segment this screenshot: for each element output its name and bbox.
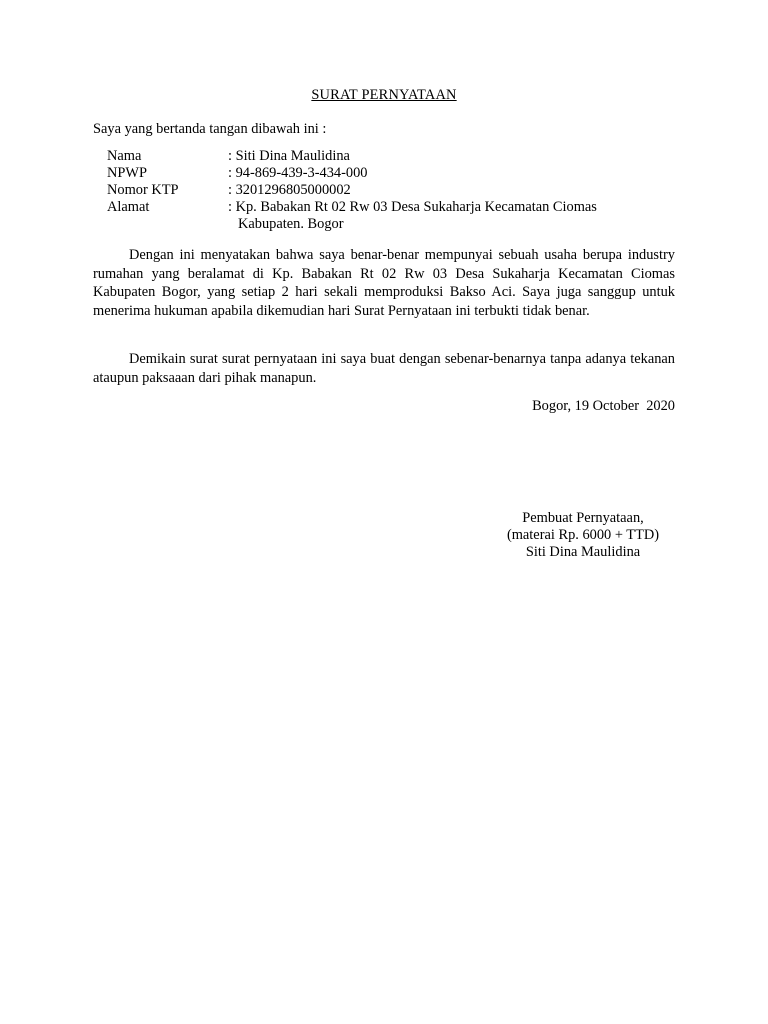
closing-paragraph: [93, 350, 675, 387]
address-continuation: Kabupaten. Bogor: [238, 216, 344, 232]
document-title: SURAT PERNYATAAN: [311, 87, 457, 103]
signature-name: Siti Dina Maulidina: [525, 544, 641, 560]
closing-paragraph-text: Demikain surat surat pernyataan ini saya buat dengan sebenar-benarnya tanpa adanya tekanan ataupun paksaaan dari pihak manapun.: [93, 351, 675, 386]
statement-paragraph-text: Dengan ini menyatakan bahwa saya benar-benar mempunyai sebuah usaha berupa industry rumahan yang beralamat di Kp. Babakan Rt 02 Rw 03 Desa Sukaharja Kecamatan Ciomas Kabupaten Bogor, yang setiap 2 hari sekali memproduksi Bakso Aci. Saya juga sanggup untuk menerima hukuman apabila dikemudian hari Surat Pernyataan ini terbukti tidak benar.: [93, 247, 675, 319]
signature-stamp-note: (materai Rp. 6000 + TTD): [506, 527, 660, 543]
statement-paragraph: [93, 246, 675, 320]
field-value-nama: : Siti Dina Maulidina: [228, 148, 350, 164]
field-label-npwp: NPWP: [107, 165, 147, 181]
field-label-nama: Nama: [107, 148, 142, 164]
place-date: Bogor, 19 October 2020: [532, 398, 675, 414]
field-value-npwp: : 94-869-439-3-434-000: [228, 165, 368, 181]
field-value-alamat: : Kp. Babakan Rt 02 Rw 03 Desa Sukaharja Kecamatan Ciomas: [228, 199, 597, 215]
intro-text: Saya yang bertanda tangan dibawah ini :: [93, 121, 327, 137]
signature-heading: Pembuat Pernyataan,: [522, 510, 644, 526]
field-label-alamat: Alamat: [107, 199, 150, 215]
field-label-nomor-ktp: Nomor KTP: [107, 182, 179, 198]
field-value-nomor-ktp: : 3201296805000002: [228, 182, 351, 198]
